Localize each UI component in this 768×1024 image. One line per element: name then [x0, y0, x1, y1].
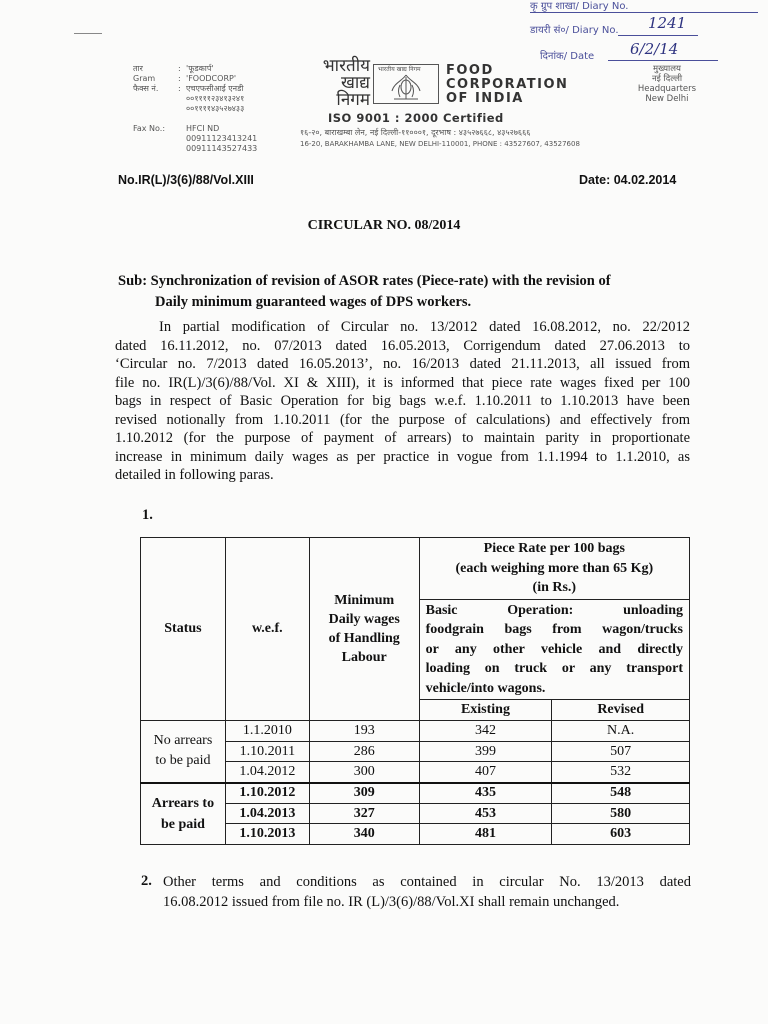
fax-block	[186, 124, 257, 154]
address-hindi: १६-२०, बाराखम्बा लेन, नई दिल्ली-११०००१, दूरभाष : ४३५२७६६८, ४३५२७६६६	[300, 128, 531, 137]
item-2-text: Other terms and conditions as contained in circular No. 13/2013 dated 16.08.2012 issued from file no. IR (L)/3(6)/88/Vol.XI shall remain unchanged.	[163, 874, 691, 910]
subject-line-2: Daily minimum guaranteed wages of DPS workers.	[155, 294, 472, 310]
fax-value-hindi: एचएफसीआई एनडी	[186, 84, 244, 93]
header-min-wages: Minimum Daily wages of Handling Labour	[309, 538, 419, 721]
status-arrears: Arrears to be paid	[141, 783, 226, 845]
para-line: bags in respect of Basic Operation for big bags w.e.f. 1.10.2011 to 1.10.2013 have been	[115, 393, 690, 409]
cell-wef: 1.10.2011	[225, 742, 309, 762]
status-no-arrears: No arrears to be paid	[141, 721, 226, 783]
fax-label: Fax No.:	[133, 124, 166, 133]
cell-existing: 453	[419, 804, 552, 824]
cell-wage: 327	[309, 804, 419, 824]
stamp-date-label: दिनांक/ Date	[540, 51, 595, 62]
cell-existing: 342	[419, 721, 552, 742]
receipt-stamp	[500, 0, 760, 70]
gram-value: 'FOODCORP'	[186, 74, 237, 83]
stamp-diary-label: डायरी सं०/ Diary No.	[530, 25, 619, 36]
header-existing: Existing	[419, 700, 552, 721]
cell-wef: 1.10.2012	[225, 783, 309, 804]
rates-table	[140, 537, 690, 845]
cell-revised: 507	[552, 742, 690, 762]
para-line: ‘Circular no. 7/2013 dated 16.05.2013’, no. 16/2013 dated 21.11.2013, all issued from	[115, 356, 690, 372]
stamp-line-1: कृ ग्रुप शाखा/ Diary No.	[530, 1, 629, 12]
para-line: detailed in following paras.	[115, 467, 274, 483]
org-name-english: FOOD CORPORATION OF INDIA	[446, 63, 569, 106]
gram-label: Gram	[133, 74, 156, 83]
stamp-diary-number: 1241	[648, 14, 687, 32]
cell-wef: 1.04.2013	[225, 804, 309, 824]
para-line: dated 16.11.2012, no. 07/2013 dated 16.05.2013, Corrigendum dated 27.06.2013 to	[115, 337, 690, 354]
margin-mark	[74, 33, 102, 34]
header-wef: w.e.f.	[225, 538, 309, 721]
table-row	[141, 721, 690, 742]
item-number-1: 1.	[142, 507, 153, 523]
cell-revised: 548	[552, 783, 690, 804]
item-number-2: 2.	[141, 873, 152, 889]
logo-caption: भारतीय खाद्य निगम	[378, 66, 421, 73]
gram-value-hindi: 'फूडकार्प'	[186, 64, 214, 73]
cell-wage: 340	[309, 824, 419, 845]
header-piece-rate: Piece Rate per 100 bags (each weighing more than 65 Kg) (in Rs.)	[419, 538, 689, 600]
gram-label-hindi: तार	[133, 64, 143, 73]
headquarters: मुख्यालय नई दिल्ली Headquarters New Delhi	[637, 64, 697, 104]
cell-wage: 286	[309, 742, 419, 762]
emblem-icon	[374, 65, 438, 103]
document-date: Date: 04.02.2014	[579, 173, 677, 187]
table-row	[141, 783, 690, 804]
stamp-date: 6/2/14	[630, 40, 679, 58]
fax-label-hindi: फैक्स नं.	[133, 84, 159, 93]
para-line: increase in minimum daily wages as per practice in vogue from 1.1.1994 to 1.1.2010, as	[115, 448, 690, 465]
org-name-hindi: भारतीय खाद्य निगम	[322, 56, 370, 110]
body-paragraph	[115, 318, 690, 485]
cell-revised: 580	[552, 804, 690, 824]
cell-wage: 193	[309, 721, 419, 742]
fax-value-2: 00911123413241	[186, 134, 258, 143]
para-line: In partial modification of Circular no. 13/2012 dated 16.08.2012, no. 22/2012	[159, 319, 690, 335]
para-line: 1.10.2012 (for the purpose of payment of arrears) to maintain parity in proportionate	[115, 430, 690, 446]
cell-existing: 435	[419, 783, 552, 804]
cell-revised: N.A.	[552, 721, 690, 742]
cell-wage: 300	[309, 762, 419, 783]
phone-hindi-1: ००११११२३४१३२४१	[186, 94, 245, 103]
fci-logo	[373, 64, 439, 104]
cell-wage: 309	[309, 783, 419, 804]
cell-revised: 532	[552, 762, 690, 783]
fax-value-1: HFCI ND	[186, 124, 220, 133]
circular-title: CIRCULAR NO. 08/2014	[307, 218, 461, 233]
header-status: Status	[141, 538, 226, 721]
header-basic-operation: Basic Operation: unloading foodgrain bags from wagon/trucks or any other vehicle and directly loading on truck or any transport vehicle/into wagons.	[419, 600, 689, 700]
para-line: revised notionally from 1.10.2011 (for the purpose of calculations) and effectively from	[115, 411, 690, 428]
cell-existing: 481	[419, 824, 552, 845]
letterhead-left-values	[186, 64, 244, 114]
subject-line-1: Sub: Synchronization of revision of ASOR rates (Piece-rate) with the revision of	[118, 273, 611, 289]
cell-wef: 1.1.2010	[225, 721, 309, 742]
cell-existing: 407	[419, 762, 552, 783]
header-revised: Revised	[552, 700, 690, 721]
cell-existing: 399	[419, 742, 552, 762]
fax-value-3: 00911143527433	[186, 144, 258, 153]
letterhead-left-labels	[133, 64, 158, 94]
reference-number: No.IR(L)/3(6)/88/Vol.XIII	[118, 173, 254, 187]
para-line: file no. IR(L)/3(6)/88/Vol. XI & XIII), it is informed that piece rate wages fixed per 100	[115, 374, 690, 391]
address-english: 16-20, BARAKHAMBA LANE, NEW DELHI-110001, PHONE : 43527607, 43527608	[300, 140, 580, 148]
iso-certification: ISO 9001 : 2000 Certified	[328, 111, 504, 125]
cell-wef: 1.10.2013	[225, 824, 309, 845]
phone-hindi-2: ००११११४३५२७४३३	[186, 104, 245, 113]
cell-revised: 603	[552, 824, 690, 845]
cell-wef: 1.04.2012	[225, 762, 309, 783]
